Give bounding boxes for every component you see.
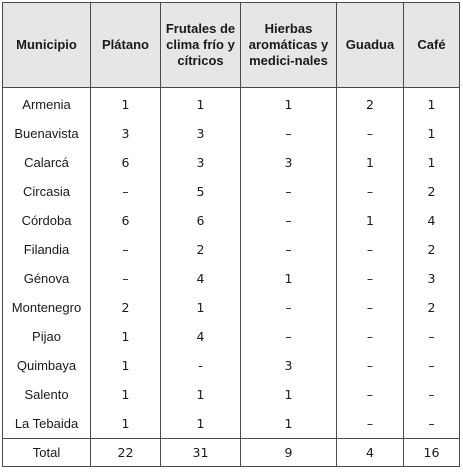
guadua-cell: – bbox=[337, 293, 404, 322]
header-municipio: Municipio bbox=[3, 3, 91, 88]
cafe-cell: – bbox=[404, 351, 460, 380]
municipio-cell: Filandia bbox=[3, 235, 91, 264]
frutales-cell: 1 bbox=[161, 293, 241, 322]
cafe-cell: 4 bbox=[404, 206, 460, 235]
cafe-cell: 1 bbox=[404, 148, 460, 177]
guadua-cell: – bbox=[337, 177, 404, 206]
municipio-cell: Pijao bbox=[3, 322, 91, 351]
header-guadua: Guadua bbox=[337, 3, 404, 88]
table-footer bbox=[3, 439, 460, 467]
guadua-cell: 2 bbox=[337, 88, 404, 120]
platano-cell: 3 bbox=[91, 119, 161, 148]
frutales-cell: 2 bbox=[161, 235, 241, 264]
total-platano: 22 bbox=[91, 439, 161, 467]
frutales-cell: 1 bbox=[161, 88, 241, 120]
table-row bbox=[3, 177, 460, 206]
municipio-cell: Génova bbox=[3, 264, 91, 293]
platano-cell: 2 bbox=[91, 293, 161, 322]
frutales-cell: 6 bbox=[161, 206, 241, 235]
municipio-cell: Armenia bbox=[3, 88, 91, 120]
header-row bbox=[3, 3, 460, 88]
hierbas-cell: 1 bbox=[241, 88, 337, 120]
hierbas-cell: – bbox=[241, 322, 337, 351]
guadua-cell: 1 bbox=[337, 148, 404, 177]
crops-by-municipality-table bbox=[2, 2, 460, 467]
total-guadua: 4 bbox=[337, 439, 404, 467]
guadua-cell: – bbox=[337, 119, 404, 148]
header-platano: Plátano bbox=[91, 3, 161, 88]
guadua-cell: 1 bbox=[337, 206, 404, 235]
frutales-cell: - bbox=[161, 351, 241, 380]
municipio-cell: Buenavista bbox=[3, 119, 91, 148]
municipio-cell: Calarcá bbox=[3, 148, 91, 177]
platano-cell: 1 bbox=[91, 351, 161, 380]
platano-cell: 6 bbox=[91, 206, 161, 235]
platano-cell: – bbox=[91, 177, 161, 206]
total-frutales: 31 bbox=[161, 439, 241, 467]
table-row bbox=[3, 119, 460, 148]
frutales-cell: 1 bbox=[161, 380, 241, 409]
hierbas-cell: 1 bbox=[241, 409, 337, 439]
cafe-cell: 3 bbox=[404, 264, 460, 293]
table-row bbox=[3, 351, 460, 380]
frutales-cell: 3 bbox=[161, 148, 241, 177]
frutales-cell: 4 bbox=[161, 264, 241, 293]
hierbas-cell: – bbox=[241, 293, 337, 322]
guadua-cell: – bbox=[337, 380, 404, 409]
platano-cell: 1 bbox=[91, 409, 161, 439]
frutales-cell: 4 bbox=[161, 322, 241, 351]
table-row bbox=[3, 380, 460, 409]
table-row bbox=[3, 264, 460, 293]
table-row bbox=[3, 235, 460, 264]
cafe-cell: 2 bbox=[404, 293, 460, 322]
cafe-cell: – bbox=[404, 409, 460, 439]
guadua-cell: – bbox=[337, 351, 404, 380]
hierbas-cell: – bbox=[241, 119, 337, 148]
hierbas-cell: 3 bbox=[241, 148, 337, 177]
table-row bbox=[3, 88, 460, 120]
guadua-cell: – bbox=[337, 235, 404, 264]
frutales-cell: 5 bbox=[161, 177, 241, 206]
frutales-cell: 1 bbox=[161, 409, 241, 439]
total-label: Total bbox=[3, 439, 91, 467]
cafe-cell: 1 bbox=[404, 119, 460, 148]
table-row bbox=[3, 206, 460, 235]
cafe-cell: 2 bbox=[404, 235, 460, 264]
guadua-cell: – bbox=[337, 322, 404, 351]
platano-cell: – bbox=[91, 264, 161, 293]
cafe-cell: – bbox=[404, 322, 460, 351]
municipio-cell: Salento bbox=[3, 380, 91, 409]
guadua-cell: – bbox=[337, 409, 404, 439]
platano-cell: 1 bbox=[91, 380, 161, 409]
platano-cell: 6 bbox=[91, 148, 161, 177]
municipio-cell: La Tebaida bbox=[3, 409, 91, 439]
header-frutales: Frutales de clima frío y cítricos bbox=[161, 3, 241, 88]
frutales-cell: 3 bbox=[161, 119, 241, 148]
table-row bbox=[3, 148, 460, 177]
crop-table-container bbox=[2, 2, 459, 469]
header-cafe: Café bbox=[404, 3, 460, 88]
hierbas-cell: – bbox=[241, 235, 337, 264]
hierbas-cell: – bbox=[241, 177, 337, 206]
hierbas-cell: 3 bbox=[241, 351, 337, 380]
hierbas-cell: – bbox=[241, 206, 337, 235]
hierbas-cell: 1 bbox=[241, 380, 337, 409]
total-hierbas: 9 bbox=[241, 439, 337, 467]
table-header bbox=[3, 3, 460, 88]
table-row bbox=[3, 409, 460, 439]
municipio-cell: Montenegro bbox=[3, 293, 91, 322]
total-cafe: 16 bbox=[404, 439, 460, 467]
header-hierbas: Hierbas aromáticas y medici-nales bbox=[241, 3, 337, 88]
hierbas-cell: 1 bbox=[241, 264, 337, 293]
platano-cell: – bbox=[91, 235, 161, 264]
cafe-cell: – bbox=[404, 380, 460, 409]
table-row bbox=[3, 293, 460, 322]
total-row bbox=[3, 439, 460, 467]
cafe-cell: 1 bbox=[404, 88, 460, 120]
municipio-cell: Circasia bbox=[3, 177, 91, 206]
table-body bbox=[3, 88, 460, 439]
platano-cell: 1 bbox=[91, 88, 161, 120]
table-row bbox=[3, 322, 460, 351]
platano-cell: 1 bbox=[91, 322, 161, 351]
municipio-cell: Córdoba bbox=[3, 206, 91, 235]
guadua-cell: – bbox=[337, 264, 404, 293]
cafe-cell: 2 bbox=[404, 177, 460, 206]
municipio-cell: Quimbaya bbox=[3, 351, 91, 380]
